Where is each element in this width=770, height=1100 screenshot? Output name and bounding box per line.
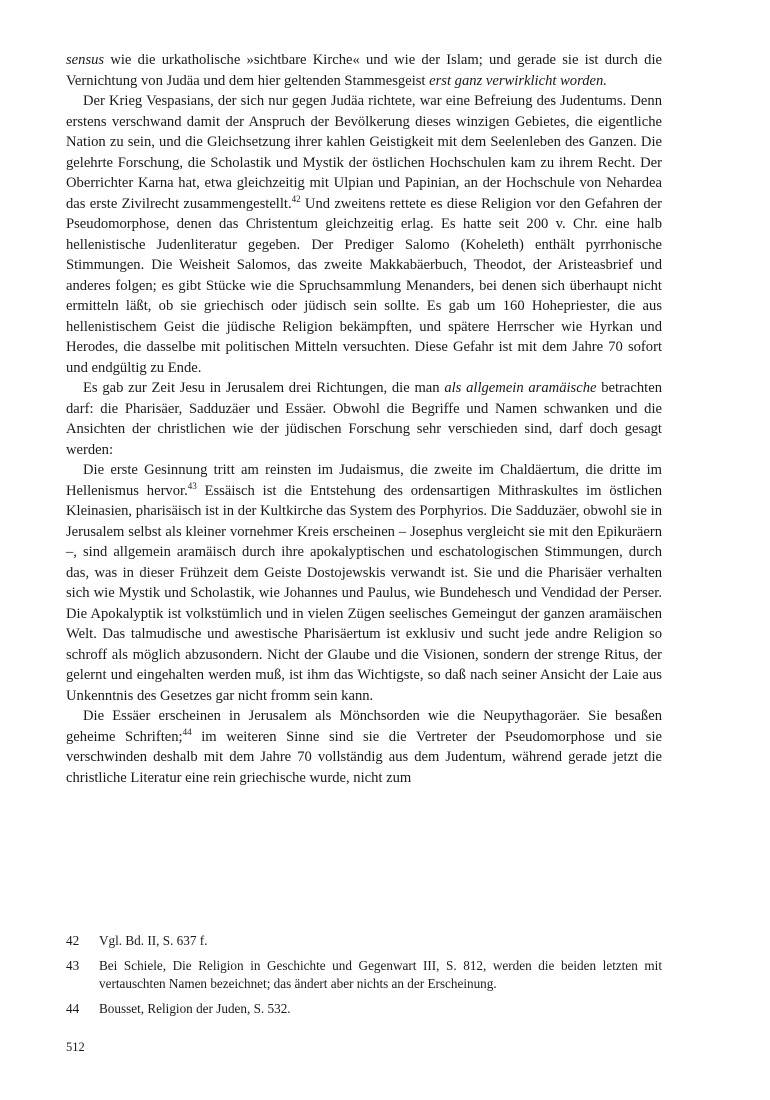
text-run: Der Krieg Vespasians, der sich nur gegen Judäa richtete, war eine Befreiung des Judentums. Denn erstens verschwand damit der Anspruch der Bevölkerung dieses winzigen Gebietes, die eigentliche Nation zu sein, und die Gleichsetzung ihrer kahlen Geistigkeit mit dem Seelenleben des Ganzen. Die gelehrte Forschung, die Scholastik und Mystik der östlichen Hochschulen kam zu ihrem Recht. Der Oberrichter Karna hat, etwa gleichzeitig mit Ulpian und Papinian, an der Hochschule von Nehardea das erste Zivilrecht zusammengestellt. [66, 93, 662, 212]
text-run: im weiteren Sinne sind sie die Vertreter der Pseudomorphose und sie verschwinden deshalb mit dem Jahre 70 vollständig aus dem Judentum, während gerade jetzt die christliche Literatur eine rein griechische wurde, nicht zum [66, 728, 662, 786]
footnote-marker: 43 [187, 480, 197, 491]
page-number: 512 [66, 1040, 85, 1054]
footnote-text: Vgl. Bd. II, S. 637 f. [99, 933, 208, 948]
page-body [66, 50, 662, 788]
text-run: Die erste Gesinnung tritt am reinsten im Judaismus, die zweite im Chaldäertum, die dritte im Hellenismus hervor. [66, 462, 662, 499]
body-text [66, 50, 662, 788]
footnote [66, 957, 662, 994]
footnote-marker: 44 [182, 726, 192, 737]
footnote-number: 42 [66, 933, 80, 948]
text-run: Die Essäer erscheinen in Jerusalem als Mönchsorden wie die Neupythagoräer. Sie besaßen geheime Schriften; [66, 708, 662, 745]
text-run: Und zweitens rettete es diese Religion vor den Gefahren der Pseudomorphose, denen das Christentum gleichzeitig erlag. Es hatte seit 200 v. Chr. eine halb hellenistische Judenliteratur gegeben. Der Prediger Salomo (Koheleth) enthält pyrrhonische Stimmungen. Die Weisheit Salomos, das zweite Makkabäerbuch, Theodot, der Aristeasbrief und anderes folgen; es gibt Stücke wie die Spruchsammlung Menanders, bei denen sich überhaupt nicht ermitteln läßt, ob sie griechisch oder jüdisch sein sollte. Es gab um 160 Hohepriester, die aus hellenistischem Geist die jüdische Religion bekämpften, und spätere Herrscher wie Hyrkan und Herodes, die dasselbe mit politischen Mitteln versuchten. Diese Gefahr ist mit dem Jahre 70 sofort und endgültig zu Ende. [66, 195, 663, 376]
text-run: Es gab zur Zeit Jesu in Jerusalem drei Richtungen, die man [83, 380, 445, 396]
footnote [66, 1000, 662, 1019]
emphasis-text: erst ganz verwirklicht worden. [429, 72, 607, 89]
emphasis-text: als allgemein aramäische [444, 380, 597, 396]
emphasis-text: sensus [66, 52, 105, 68]
paragraph [66, 378, 662, 460]
paragraph [66, 460, 662, 706]
footnote-text: Bousset, Religion der Juden, S. 532. [99, 1000, 291, 1016]
footnote-text: Bei Schiele, Die Religion in Geschichte und Gegenwart III, S. 812, werden die beiden letzten mit vertauschten Namen bezeichnet; das ändert aber nichts an der Erscheinung. [99, 957, 662, 991]
text-run: wie die urkatholische »sichtbare Kirche« und wie der Islam; und gerade sie ist durch die Vernichtung von Judäa und dem hier geltenden Stammesgeist [66, 52, 662, 89]
footnotes [66, 932, 662, 1024]
footnote-number: 43 [66, 957, 80, 973]
paragraph [66, 91, 662, 378]
footnote-number: 44 [66, 1000, 80, 1016]
paragraph [66, 50, 662, 91]
footnote-marker: 42 [291, 193, 301, 204]
paragraph [66, 706, 662, 788]
text-run: Essäisch ist die Entstehung des ordensartigen Mithraskultes im östlichen Kleinasien, pharisäisch ist in der Kultkirche das System des Porphyrios. Die Sadduzäer, obwohl sie in Jerusalem selbst als kleiner vornehmer Kreis erscheinen – Josephus vergleicht sie mit den Epikuräern –, sind allgemein aramäisch durch ihre apokalyptischen und eschatologischen Stimmungen, durch das, was in dieser Frühzeit dem Geiste Dostojewskis verwandt ist. Sie und die Pharisäer verhalten sich wie Mystik und Scholastik, wie Johannes und Paulus, wie Bundehesch und Vendidad der Perser. Die Apokalyptik ist volkstümlich und in vielen Zügen seelisches Gemeingut der ganzen aramäischen Welt. Das talmudische und awestische Pharisäertum ist exklusiv und sucht jede andre Religion so schroff als möglich abzusondern. Nicht der Glaube und die Visionen, sondern der strenge Ritus, der gelernt und eingehalten werden muß, ist ihm das Wichtigste, so daß nach seiner Ansicht der Laie aus Unkenntnis des Gesetzes gar nicht fromm sein kann. [66, 482, 663, 704]
footnote [66, 932, 662, 951]
text-run: betrachten darf: die Pharisäer, Sadduzäer und Essäer. Obwohl die Begriffe und Namen schwanken und die Ansichten der christlichen wie der jüdischen Forschung sehr verschieden sind, darf doch gesagt werden: [66, 380, 662, 458]
